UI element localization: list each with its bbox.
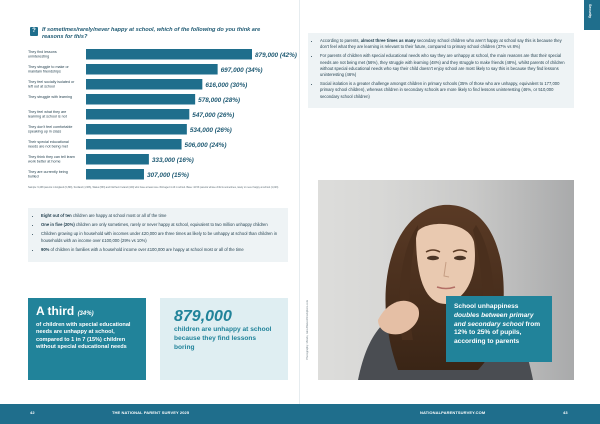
footer-bar bbox=[0, 404, 600, 424]
callout-right-line1: School unhappiness bbox=[454, 303, 519, 310]
boring-lessons-number: 879,000 bbox=[174, 308, 232, 325]
survey-title: THE NATIONAL PARENT SURVEY 2025 bbox=[112, 410, 190, 415]
key-finding-1: • Eight out of ten children are happy at school most or all of the time bbox=[41, 213, 282, 219]
bar-value-label: 506,000 (24%) bbox=[184, 141, 227, 149]
bar-label: They feel socially isolated or left out at school bbox=[28, 80, 75, 89]
key-finding-3: • Children growing up in household with incomes under £20,000 are three times as likely to be unhappy at school than children in households with an income over £100,000 (29% vs 10%) bbox=[41, 231, 282, 243]
bar-value-label: 578,000 (28%) bbox=[198, 96, 241, 104]
bar-value-label: 547,000 (26%) bbox=[192, 111, 235, 119]
bar-label: They don't feel comfortable speaking up in class bbox=[28, 125, 73, 134]
bar-value-label: 616,000 (30%) bbox=[205, 81, 248, 89]
bar-value-label: 697,000 (34%) bbox=[220, 66, 263, 74]
reasons-bar-chart bbox=[28, 48, 297, 184]
sen-callout-big: A third bbox=[36, 304, 75, 318]
right-finding-1: • According to parents, almost three times as many secondary school children who aren't happy at school say this is because they don't feel what they are learning is relevant to their future, compared to primary school children (37% vs 8%) bbox=[320, 38, 568, 50]
bar-value-label: 534,000 (26%) bbox=[189, 126, 232, 134]
findings-list-right bbox=[314, 38, 568, 100]
bar bbox=[86, 124, 187, 135]
sen-callout-body: of children with special educational needs are unhappy at school, compared to 1 in 7 (15%) children without special educational needs bbox=[36, 322, 131, 351]
question-heading: If sometimes/rarely/never happy at school, which of the following do you think are reasons for this? bbox=[42, 27, 261, 40]
callout-right-line2: from 12% to 25% of pupils, according to parents bbox=[454, 320, 541, 346]
section-tab bbox=[584, 0, 600, 30]
bar bbox=[86, 49, 252, 60]
bar-label: They are currently being bullied bbox=[28, 170, 68, 179]
bar bbox=[86, 154, 149, 165]
bar bbox=[86, 79, 202, 90]
bar bbox=[86, 109, 189, 120]
key-findings-list bbox=[34, 213, 282, 253]
left-page-number: 42 bbox=[30, 410, 35, 415]
bar-label: They struggle with learning bbox=[28, 95, 73, 99]
survey-url[interactable]: NATIONALPARENTSURVEY.COM bbox=[420, 410, 486, 415]
bar bbox=[86, 139, 182, 150]
boring-lessons-callout bbox=[160, 298, 288, 380]
key-finding-4: • 90% of children in families with a household income over £100,000 are happy at school most or all of the time bbox=[41, 247, 282, 253]
bar bbox=[86, 64, 218, 75]
sen-callout-headline bbox=[36, 305, 138, 321]
sen-callout-pct: (34%) bbox=[77, 311, 94, 317]
callout-right-italic: doubles between primary and secondary school bbox=[454, 311, 534, 328]
right-finding-2: • For parents of children with special educational needs who say they are unhappy at school, the main reasons are that their special needs are not being met (56%), they struggle with learning (48%) and they struggle to make friends (48%), whilst parents of children without special educational needs who say their child doesn't enjoy school are most likely to say this is because they find lessons uninteresting (46%) bbox=[320, 53, 568, 78]
sen-callout bbox=[28, 298, 146, 380]
bar bbox=[86, 94, 195, 105]
right-page-number: 43 bbox=[563, 410, 568, 415]
bar-label: They think they can tell learn work better at home bbox=[28, 155, 75, 164]
key-finding-2: • One in five (20%) children are only sometimes, rarely or never happy at school, equivalent to two million unhappy children bbox=[41, 222, 282, 228]
boring-lessons-body: children are unhappy at school because they find lessons boring bbox=[174, 326, 272, 351]
photo-credit: Photography: Mondo, Gina Blanco/iStockphoto.com bbox=[306, 300, 309, 360]
primary-secondary-callout bbox=[446, 296, 552, 362]
key-findings-box bbox=[28, 208, 288, 262]
bar-label: They feel what they are learning at school is not bbox=[28, 110, 67, 119]
findings-box-right bbox=[308, 33, 574, 108]
bar-label: They find lessons uninteresting bbox=[28, 50, 57, 59]
right-finding-3: • Social isolation is a greater challenge amongst children in primary schools (35% of those who are unhappy, equivalent to 177,000 primary school children), whereas children in secondary schools are more likely to find lessons uninteresting (46%, or 510,000 secondary school children) bbox=[320, 81, 568, 100]
bar bbox=[86, 169, 144, 180]
question-icon: ? bbox=[30, 27, 38, 36]
chart-sample-note: Sample: 9,468 parents in England (6,399), Scotland (1,966), Wales (663) and Northern Ireland (440) who have at least one child aged 4-16 in school. Base: 44.5K parents whose child is sometimes, rarely or never happy at school (1,023) bbox=[28, 186, 279, 189]
bar-value-label: 879,000 (42%) bbox=[255, 51, 297, 59]
bar-value-label: 307,000 (15%) bbox=[146, 171, 189, 179]
bar-label: Their special educational needs are not being met bbox=[28, 140, 69, 149]
section-tab-label: Security bbox=[588, 4, 592, 19]
bar-value-label: 333,000 (16%) bbox=[151, 156, 194, 164]
page-spine bbox=[299, 0, 300, 404]
bar-label: They struggle to make or maintain friendships bbox=[28, 65, 69, 74]
